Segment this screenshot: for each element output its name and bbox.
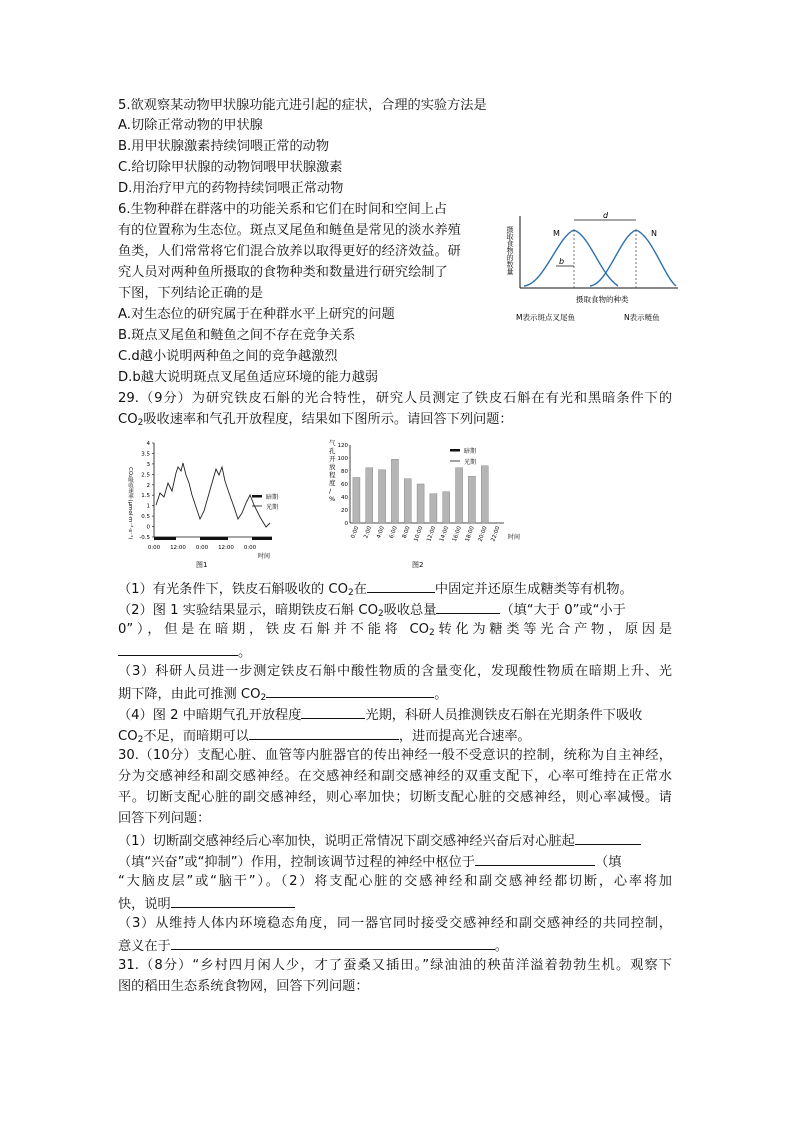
- q29-line-1: 29.（9分）为研究铁皮石斛的光合特性，研究人员测定了铁皮石斛在有光和黑暗条件下的: [118, 391, 672, 406]
- q30-sub-3-line-2: 意义在于 。: [118, 935, 508, 957]
- q30-line-1: 30.（10分）支配心脏、血管等内脏器官的传出神经一般不受意识的控制，统称为自主神经，: [118, 748, 672, 763]
- q31-line-2: 图的稻田生态系统食物网，回答下列问题：: [118, 979, 369, 994]
- fig1-legend-light: 光期: [266, 504, 279, 511]
- fig2-y-ticks: [338, 443, 349, 527]
- q30-sub-1-line-2: （填“兴奋”或“抑制”）作用，控制该调节过程的神经中枢位于 （填: [118, 851, 621, 873]
- fig1-y-tick-label: 3.5: [141, 451, 150, 458]
- fig1-y-tick-label: 1.5: [141, 493, 150, 500]
- q29-s3-blank[interactable]: [266, 683, 434, 698]
- q6-line-2: 有的位置称为生态位。斑点叉尾鱼和鲢鱼是常见的淡水养殖: [118, 223, 461, 238]
- q6-option-d: D.b越大说明斑点叉尾鱼适应环境的能力越弱: [118, 370, 379, 385]
- q31-line-1: 31.（8分）“乡村四月闲人少，才了蚕桑又插田。”绿油油的秧苗洋溢着勃勃生机。观察下: [118, 958, 672, 973]
- fig2-bars: [353, 459, 488, 523]
- fig2-ylabel-char: 开: [329, 455, 336, 463]
- q30-sub-1: （1）切断副交感神经后心率加快，说明正常情况下副交感神经兴奋后对心脏起: [118, 830, 641, 852]
- fig2-x-tick-label: 22:00: [490, 525, 502, 543]
- fig2-bar: [417, 484, 424, 523]
- fig2-x-tick-label: 20:00: [477, 525, 489, 543]
- figure-1: [126, 433, 288, 569]
- figure-2: [326, 433, 524, 569]
- fig2-y-tick-label: 100: [337, 456, 348, 462]
- fig2-x-tick-label: 8:00: [401, 525, 412, 540]
- fig1-y-tick-label: 4: [146, 441, 150, 447]
- fig1-caption: 图1: [196, 561, 208, 569]
- fig2-ylabel-char: /: [329, 487, 332, 495]
- fig2-bar: [481, 466, 488, 523]
- fig2-ylabel-char: 气: [329, 439, 336, 447]
- q29-s2-blank[interactable]: [436, 599, 500, 614]
- fig1-xlabel: 时间: [258, 553, 271, 560]
- niche-caption-n: N表示鲢鱼: [624, 313, 660, 322]
- fig2-y-tick-label: 120: [337, 443, 348, 449]
- fig1-y-tick-label: 0.5: [141, 514, 150, 521]
- q5-option-b: B.用甲状腺激素持续饲喂正常的动物: [118, 139, 330, 154]
- q29-sub-3: （3）科研人员进一步测定铁皮石斛中酸性物质的含量变化，发现酸性物质在暗期上升、光: [118, 664, 672, 679]
- niche-m-label: M: [553, 229, 560, 238]
- fig2-x-tick-label: 18:00: [464, 525, 476, 543]
- fig1-legend-dark: 暗期: [266, 494, 279, 501]
- fig2-x-tick-label: 2:00: [363, 525, 374, 540]
- q29-sub-2-line-3: 。: [118, 641, 251, 663]
- q30-line-3: 平。切断支配心脏的副交感神经，则心率加快；切断支配心脏的交感神经，则心率减慢。请: [118, 790, 672, 805]
- fig1-x-tick-label: 12:00: [170, 545, 186, 551]
- fig2-xlabel: 时间: [508, 534, 521, 541]
- fig1-x-ticks: [148, 545, 257, 551]
- q6-option-c: C.d越小说明两种鱼之间的竞争越激烈: [118, 349, 338, 364]
- q30-sub-3: （3）从维持人体内环境稳态角度，同一器官同时接受交感神经和副交感神经的共同控制，: [118, 916, 672, 931]
- fig2-y-tick-label: 60: [341, 482, 348, 488]
- niche-b-label: b: [559, 257, 565, 266]
- q29-s4-blank-2[interactable]: [249, 725, 399, 740]
- fig1-x-tick-label: 0:00: [195, 545, 209, 551]
- q6-line-3: 鱼类，人们常常将它们混合放养以取得更好的经济效益。研: [118, 244, 461, 259]
- fig2-y-tick-label: 40: [341, 495, 348, 501]
- fig2-x-tick-label: 4:00: [376, 525, 386, 540]
- niche-curve-m: [524, 230, 618, 286]
- q29-sub-4-line-2: $CO_2$不足，而暗期可以 ，进而提高光合速率。: [118, 725, 531, 747]
- fig2-bar: [456, 468, 463, 523]
- fig1-y-tick-label: 3: [146, 461, 150, 468]
- fig1-x-tick-label: 12:00: [218, 545, 234, 551]
- fig1-dark-bar-2: [200, 537, 228, 540]
- q5-option-a: A.切除正常动物的甲状腺: [118, 118, 263, 133]
- fig1-x-tick-label: 0:00: [147, 545, 161, 551]
- fig2-ylabel: [329, 438, 336, 503]
- q5-option-d: D.用治疗甲亢的药物持续饲喂正常动物: [118, 181, 344, 196]
- fig1-y-tick-label: 2: [146, 482, 150, 489]
- fig2-y-tick-label: 80: [341, 469, 348, 475]
- fig1-y-tick-label: 0: [146, 524, 150, 531]
- q30-s1-blank-1[interactable]: [575, 830, 641, 845]
- fig1-dark-bar-1: [154, 537, 176, 540]
- fig2-y-tick-label: 0: [344, 521, 348, 527]
- fig1-ylabel: CO₂吸收速率(μmol·m⁻²·s⁻¹): [127, 467, 133, 540]
- fig2-bar: [379, 470, 386, 523]
- fig2-legend-dark: 暗期: [464, 448, 477, 455]
- q6-option-a: A.对生态位的研究属于在种群水平上研究的问题: [118, 307, 395, 322]
- q30-s1-blank-2[interactable]: [475, 851, 595, 866]
- niche-caption-m: M表示斑点叉尾鱼: [516, 313, 575, 322]
- q29-sub-2: （2）图 1 实验结果显示，暗期铁皮石斛 $CO_2$吸收总量 （填“大于 0”或“小于: [118, 599, 626, 621]
- fig2-ylabel-char: 度: [329, 479, 336, 487]
- fig1-y-ticks: [139, 441, 154, 541]
- q29-sub-2-line-2: 0”），但是在暗期，铁皮石斛并不能将 $CO_2$转化为糖类等光合产物，原因是: [118, 622, 673, 638]
- q30-sub-1-line-3: “大脑皮层”或“脑干”）。（2）将支配心脏的交感神经和副交感神经都切断，心率将加: [118, 874, 672, 889]
- fig2-legend-light: 光期: [464, 459, 477, 466]
- q30-sub-2-line: 快，说明: [118, 893, 295, 915]
- q29-sub-4: （4）图 2 中暗期气孔开放程度 光期，科研人员推测铁皮石斛在光期条件下吸收: [118, 704, 642, 726]
- fig2-bar: [366, 468, 373, 523]
- q6-line-5: 下图，下列结论正确的是: [118, 286, 264, 301]
- niche-curve-n: [590, 230, 676, 286]
- fig1-y-tick-label: -0.5: [139, 535, 150, 541]
- fig2-legend-dark-swatch: [450, 449, 460, 452]
- q30-s3-blank[interactable]: [171, 935, 495, 950]
- fig2-bar: [468, 476, 475, 523]
- fig2-bar: [430, 494, 437, 523]
- niche-ylabel: 摄取食物的数量: [506, 226, 514, 275]
- niche-figure: [496, 206, 692, 326]
- fig1-y-tick-label: 2.5: [141, 472, 150, 479]
- fig1-dark-bar-3: [252, 537, 272, 540]
- niche-d-label: d: [603, 211, 609, 220]
- q30-line-2: 分为交感神经和副交感神经。在交感神经和副交感神经的双重支配下，心率可维持在正常水: [118, 769, 672, 784]
- fig2-x-ticks: [350, 525, 501, 542]
- q30-line-4: 回答下列问题：: [118, 811, 211, 826]
- fig1-x-tick-label: 0:00: [243, 545, 257, 551]
- q6-option-b: B.斑点叉尾鱼和鲢鱼之间不存在竞争关系: [118, 328, 356, 343]
- fig2-bar: [443, 492, 450, 523]
- q5-stem: 5.欲观察某动物甲状腺功能亢进引起的症状，合理的实验方法是: [118, 98, 487, 113]
- niche-xlabel: 摄取食物的种类: [576, 295, 629, 304]
- fig2-ylabel-char: 孔: [329, 447, 336, 455]
- q29-sub-3-line-2: 期下降，由此可推测 $CO_2$ 。: [118, 683, 447, 705]
- fig2-ylabel-char: %: [329, 495, 336, 503]
- q6-line-1: 6.生物种群在群落中的功能关系和它们在时间和空间上占: [118, 202, 448, 217]
- fig2-caption: 图2: [412, 561, 424, 569]
- fig2-y-tick-label: 20: [341, 508, 348, 514]
- fig2-bar: [353, 478, 360, 524]
- q29-sub-1: （1）有光条件下，铁皮石斛吸收的 $CO_2$在 中固定并还原生成糖类等有机物。: [118, 578, 633, 600]
- fig2-x-tick-label: 0:00: [350, 525, 361, 540]
- q29-s4-blank-1[interactable]: [301, 704, 365, 719]
- fig2-x-tick-label: 16:00: [451, 525, 463, 543]
- fig2-bar: [391, 459, 398, 523]
- q29-line-2: $CO_2$吸收速率和气孔开放程度，结果如下图所示。请回答下列问题：: [118, 412, 513, 428]
- fig2-x-tick-label: 12:00: [426, 525, 438, 543]
- q6-line-4: 究人员对两种鱼所摄取的食物种类和数量进行研究绘制了: [118, 265, 448, 280]
- fig1-y-tick-label: 1: [146, 503, 150, 510]
- fig2-x-tick-label: 6:00: [388, 525, 399, 540]
- fig1-legend-dark-swatch: [252, 495, 262, 498]
- q30-s2-blank[interactable]: [171, 893, 295, 908]
- q29-s1-blank[interactable]: [367, 578, 435, 593]
- fig2-ylabel-char: 程: [329, 471, 336, 479]
- q5-option-c: C.给切除甲状腺的动物饲喂甲状腺激素: [118, 160, 343, 175]
- niche-n-label: N: [651, 229, 657, 238]
- q29-s2-reason-blank[interactable]: [118, 641, 238, 656]
- fig2-x-tick-label: 14:00: [439, 525, 451, 543]
- fig2-bar: [404, 479, 411, 523]
- fig2-x-tick-label: 10:00: [413, 525, 425, 543]
- fig2-ylabel-char: 放: [329, 463, 336, 471]
